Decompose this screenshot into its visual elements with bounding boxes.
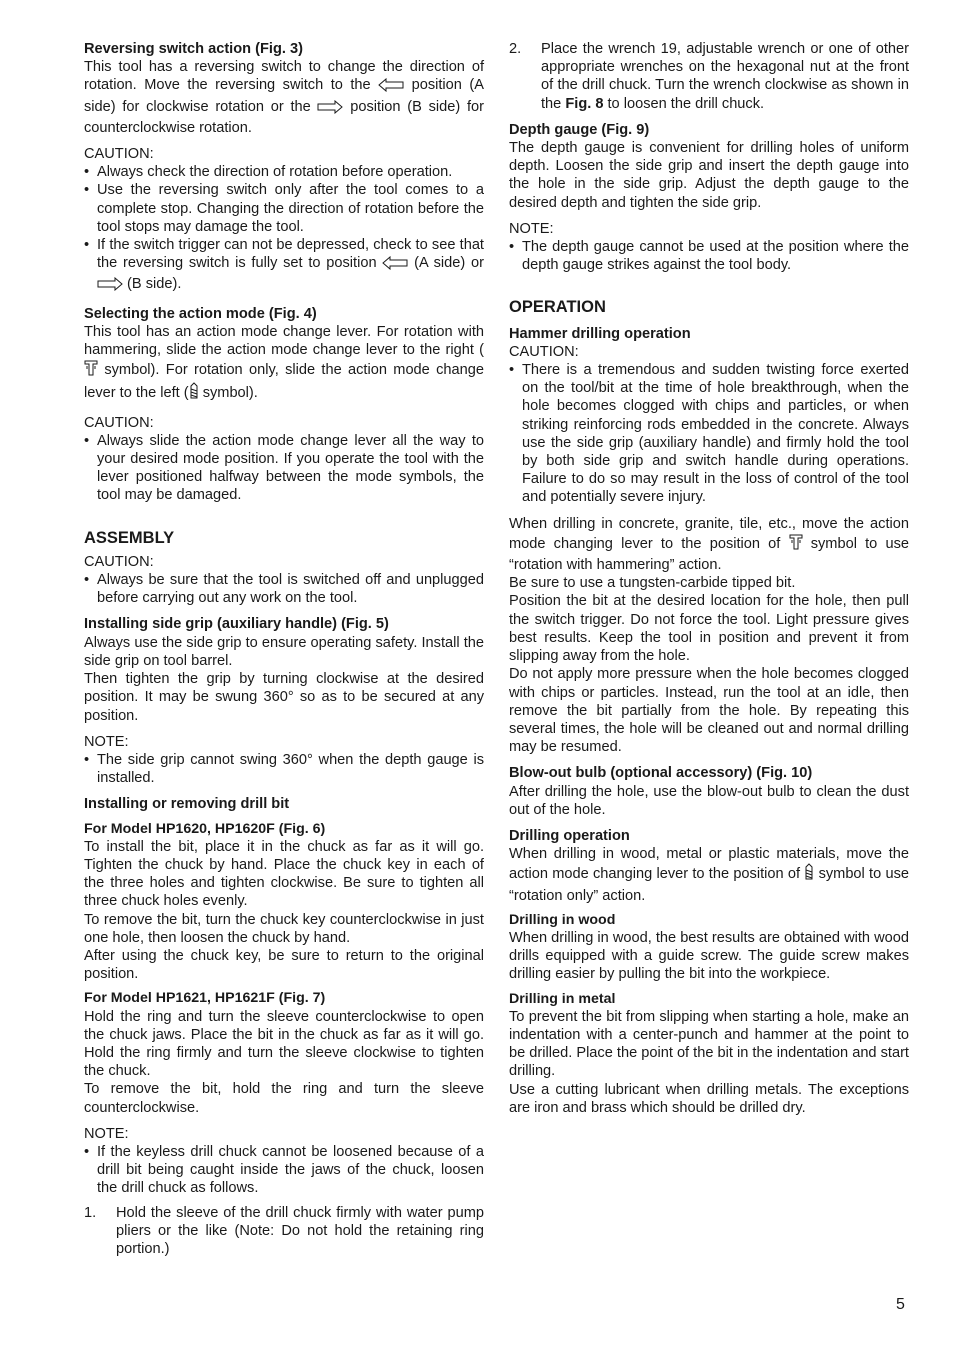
- caution-list: [84, 432, 484, 505]
- paragraph: This tool has an action mode change lever. For rotation with hammering, slide the action mode change lever to the right ( symbol). For rotation only, slide the action mode change lever to the left ( symbol).: [84, 323, 484, 406]
- subheading-drilling-wood: Drilling in wood: [509, 911, 616, 928]
- section-drill-bit: [84, 795, 484, 1258]
- list-item: • If the switch trigger can not be depressed, check to see that the reversing switch is fully set to position (A side) or (B side).: [84, 236, 484, 297]
- arrow-right-outline-icon: [97, 277, 123, 296]
- subheading-drilling-metal: Drilling in metal: [509, 990, 616, 1007]
- paragraph: The depth gauge is convenient for drilling holes of uniform depth. Loosen the side grip and insert the depth gauge into the hole in the side grip. Adjust the depth gauge to the desired depth and tighten the side grip.: [509, 140, 909, 211]
- paragraph: To prevent the bit from slipping when starting a hole, make an indentation with a center-punch and hammer at the point to be drilled. Place the point of the bit in the indentation and start drilling.: [509, 1008, 909, 1080]
- heading-depth-gauge: Depth gauge (Fig. 9): [509, 121, 650, 138]
- paragraph: When drilling in wood, metal or plastic materials, move the action mode changing lever to the position of symbol to use “rotation only” action.: [509, 846, 910, 904]
- list-item: • Always be sure that the tool is switched off and unplugged before carrying out any work on the tool.: [84, 571, 484, 607]
- paragraph: Then tighten the grip by turning clockwise at the desired position. It may be swung 360° so as to be secured at any position.: [84, 671, 484, 724]
- caution-label: CAUTION:: [84, 553, 154, 570]
- caution-label: CAUTION:: [84, 146, 154, 163]
- section-action-mode: [84, 305, 484, 505]
- subheading-hp1621: For Model HP1621, HP1621F (Fig. 7): [84, 990, 326, 1007]
- arrow-left-outline-icon: [378, 78, 404, 97]
- paragraph: Hold the ring and turn the sleeve counterclockwise to open the chuck jaws. Place the bit in the chuck as far as it will go. Hold the ring firmly and turn the sleeve clockwise to tighten the chuck.: [84, 1008, 484, 1080]
- paragraph: When drilling in wood, the best results are obtained with wood drills equipped with a guide screw. The guide screw makes drilling easier by pulling the bit into the workpiece.: [509, 929, 909, 983]
- heading-action-mode: Selecting the action mode (Fig. 4): [84, 305, 317, 322]
- arrow-right-outline-icon: [317, 100, 343, 119]
- subheading-hp1620: For Model HP1620, HP1620F (Fig. 6): [84, 820, 326, 837]
- note-list: [84, 1143, 484, 1198]
- paragraph: Do not apply more pressure when the hole becomes clogged with chips or particles. Instead, run the tool at an idle, then remove the bit partially from the hole. By repeating this several times, the hole will be cleaned out and normal drilling may be resumed.: [509, 666, 909, 756]
- note-label: NOTE:: [84, 733, 129, 750]
- section-drilling-operation: [509, 827, 909, 1117]
- list-item: • Always check the direction of rotation before operation.: [84, 163, 484, 181]
- heading-drilling-operation: Drilling operation: [509, 827, 630, 844]
- section-assembly: [84, 529, 484, 608]
- note-list: [84, 751, 484, 787]
- heading-blowout-bulb: Blow-out bulb (optional accessory) (Fig. 10): [509, 765, 813, 782]
- caution-label: CAUTION:: [509, 343, 579, 360]
- steps-list: [84, 1204, 484, 1259]
- section-side-grip: [84, 615, 484, 787]
- paragraph: When drilling in concrete, granite, tile, etc., move the action mode changing lever to the position of symbol to use “rotation with hammering” action.: [509, 515, 909, 574]
- heading-assembly: ASSEMBLY: [84, 528, 175, 547]
- hammer-drill-symbol-icon: [84, 359, 98, 382]
- section-operation: [509, 298, 909, 756]
- caution-list: [84, 571, 484, 607]
- note-label: NOTE:: [84, 1125, 129, 1142]
- caution-label: CAUTION:: [84, 414, 154, 431]
- paragraph: Always use the side grip to ensure operating safety. Install the side grip on tool barrel.: [84, 634, 484, 669]
- paragraph: After drilling the hole, use the blow-out bulb to clean the dust out of the hole.: [509, 783, 909, 818]
- note-list: [509, 238, 909, 274]
- list-item: • The depth gauge cannot be used at the position where the depth gauge strikes against the tool body.: [509, 238, 909, 274]
- list-item: • The side grip cannot swing 360° when the depth gauge is installed.: [84, 751, 484, 787]
- note-label: NOTE:: [509, 220, 554, 237]
- arrow-left-outline-icon: [382, 256, 408, 275]
- page-number: 5: [896, 1296, 905, 1313]
- step-2: 2. Place the wrench 19, adjustable wrench or one of other appropriate wrenches on the hexagonal nut at the front of the drill chuck. Turn the wrench clockwise as shown in the Fig. 8 to loosen the drill chuck.: [509, 41, 909, 112]
- list-item: • Use the reversing switch only after the tool comes to a complete stop. Changing the direction of rotation before the tool stops may damage the tool.: [84, 181, 484, 236]
- paragraph: After using the chuck key, be sure to return to the original position.: [84, 947, 484, 983]
- section-blowout-bulb: [509, 764, 909, 819]
- drill-bit-symbol-icon: [189, 382, 199, 405]
- paragraph: To remove the bit, turn the chuck key counterclockwise in just one hole, then loosen the chuck by hand.: [84, 911, 484, 946]
- drill-bit-symbol-icon: [804, 863, 814, 886]
- heading-drill-bit: Installing or removing drill bit: [84, 796, 290, 813]
- step-1: 1. Hold the sleeve of the drill chuck firmly with water pump pliers or the like (Note: Do not hold the retaining ring portion.): [84, 1204, 484, 1257]
- paragraph: This tool has a reversing switch to change the direction of rotation. Move the reversing switch to the position (A side) for clockwise rotation or the position (B side) for counterclockwise rotation.: [84, 59, 484, 136]
- paragraph: Be sure to use a tungsten-carbide tipped bit.: [509, 575, 796, 592]
- list-item: • If the keyless drill chuck cannot be loosened because of a drill bit being caught inside the jaws of the chuck, loosen the drill chuck as follows.: [84, 1143, 484, 1198]
- paragraph: To install the bit, place it in the chuck as far as it will go. Tighten the chuck by hand. Place the chuck key in each of the three holes and tighten clockwise. Be sure to tighten all three chuck holes evenly.: [84, 838, 484, 910]
- paragraph: To remove the bit, hold the ring and turn the sleeve counterclockwise.: [84, 1081, 484, 1116]
- list-item: • There is a tremendous and sudden twisting force exerted on the tool/bit at the time of hole breakthrough, when the hole becomes clogged with chips and particles, or when striking reinforcing rods embedded in the concrete. Always use the side grip (auxiliary handle) and firmly hold the tool by both side grip and switch handle during operations. Failure to do so may result in the loss of control of the tool and potentially severe injury.: [509, 361, 909, 507]
- section-depth-gauge: [509, 121, 909, 275]
- hammer-drill-symbol-icon: [789, 533, 803, 556]
- caution-list: [84, 163, 484, 296]
- right-column: [509, 40, 909, 1125]
- paragraph: Use a cutting lubricant when drilling metals. The exceptions are iron and brass which should be drilled dry.: [509, 1081, 909, 1116]
- section-reversing-switch: [84, 40, 484, 297]
- heading-hammer-drilling: Hammer drilling operation: [509, 325, 691, 342]
- steps-list-continued: [509, 40, 909, 113]
- caution-list: [509, 361, 909, 507]
- paragraph: Position the bit at the desired location for the hole, then pull the switch trigger. Do not force the tool. Light pressure gives best results. Keep the tool in position and prevent it from slipping away from the hole.: [509, 593, 909, 665]
- heading-side-grip: Installing side grip (auxiliary handle) (Fig. 5): [84, 616, 389, 633]
- heading-operation: OPERATION: [509, 298, 606, 317]
- left-column: [84, 40, 484, 1266]
- list-item: • Always slide the action mode change lever all the way to your desired mode position. If you operate the tool with the lever positioned halfway between the mode symbols, the tool may be damaged.: [84, 432, 484, 505]
- heading-reversing-switch: Reversing switch action (Fig. 3): [84, 41, 303, 57]
